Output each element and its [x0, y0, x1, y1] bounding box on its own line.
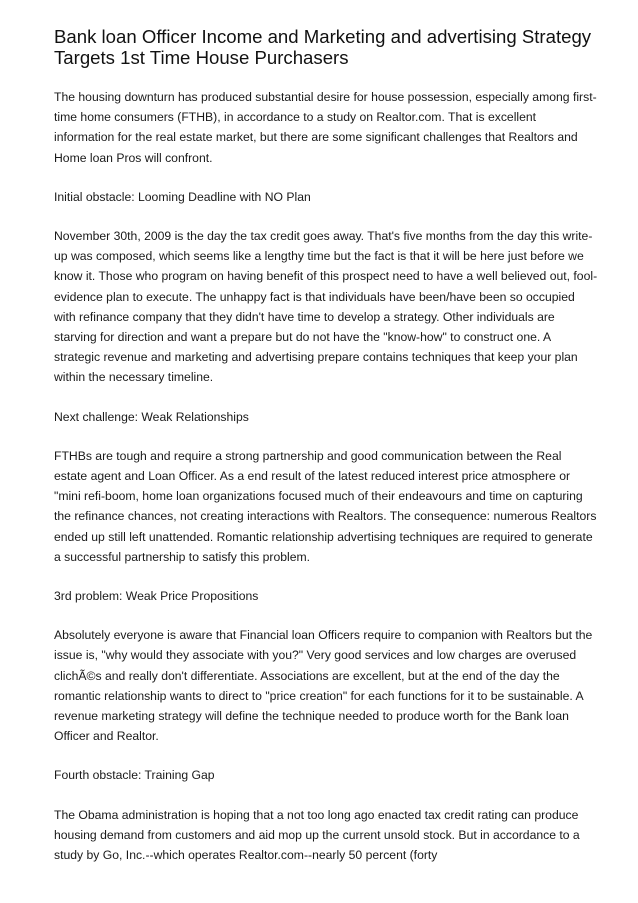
document-body [54, 87, 598, 865]
document-title: Bank loan Officer Income and Marketing and advertising Strategy Targets 1st Time House Purchasers [54, 26, 592, 68]
section-heading-fourth-obstacle: Fourth obstacle: Training Gap [54, 768, 215, 783]
paragraph-deadline: November 30th, 2009 is the day the tax credit goes away. That's five months from the day this write-up was composed, which seems like a lengthy time but the fact is that it will be here just before we know it. Those who program on having benefit of this prospect need to have a well believed out, fool-evidence plan to execute. The unhappy fact is that individuals have been/have been so occupied with refinance company that they didn't have time to develop a strategy. Other individuals are starving for direction and want a prepare but do not have the "know-how" to construct one. A strategic revenue and marketing and advertising prepare contains techniques that keep your plan within the necessary timeline. [54, 229, 598, 385]
paragraph-price-propositions: Absolutely everyone is aware that Financial loan Officers require to companion with Realtors but the issue is, "why would they associate with you?" Very good services and low charges are overused clichÃ©s and really don't differentiate. Associations are excellent, but at the end of the day the romantic relationship wants to direct to "price creation" for each functions for it to be sustainable. A revenue marketing strategy will define the technique needed to produce worth for the Bank loan Officer and Realtor. [54, 628, 593, 744]
section-heading-initial-obstacle: Initial obstacle: Looming Deadline with NO Plan [54, 189, 311, 204]
section-heading-third-problem: 3rd problem: Weak Price Propositions [54, 589, 259, 604]
paragraph-training-gap: The Obama administration is hoping that a not too long ago enacted tax credit rating can produce housing demand from customers and aid mop up the current unsold stock. But in accordance to a study by Go, Inc.--which operates Realtor.com--nearly 50 percent (forty [54, 807, 580, 863]
section-heading-next-challenge: Next challenge: Weak Relationships [54, 409, 249, 424]
paragraph-relationships: FTHBs are tough and require a strong partnership and good communication between the Real estate agent and Loan Officer. As a end result of the latest reduced interest price atmosphere or "mini refi-boom, home loan organizations focused much of their endeavours and time on capturing the refinance chances, not creating interactions with Realtors. The consequence: numerous Realtors ended up still left unattended. Romantic relationship advertising techniques are required to generate a successful partnership to satisfy this problem. [54, 448, 597, 564]
paragraph-intro: The housing downturn has produced substantial desire for house possession, especially among first-time home consumers (FTHB), in accordance to a study on Realtor.com. That is excellent information for the real estate market, but there are some significant challenges that Realtors and Home loan Pros will confront. [54, 90, 597, 165]
